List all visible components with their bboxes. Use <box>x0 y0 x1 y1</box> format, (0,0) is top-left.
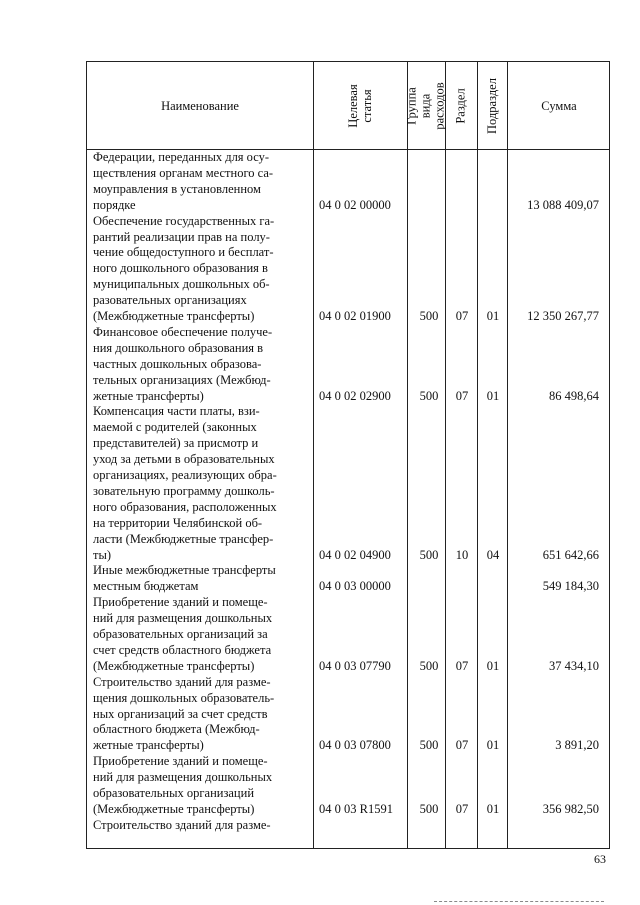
row-name-line: (Межбюджетные трансферты) <box>93 309 255 324</box>
row-expense-group: 500 <box>419 738 439 753</box>
row-name <box>93 595 311 675</box>
row-target-article: 04 0 03 00000 <box>319 579 391 594</box>
row-name-line: образовательных организаций <box>93 786 255 800</box>
row-name-line: порядке <box>93 197 136 212</box>
row-name-line: жетные трансферты) <box>93 738 204 753</box>
header-expense-group: Группа вида расходов <box>405 81 448 130</box>
row-amount: 356 982,50 <box>542 801 599 816</box>
row-name-line: моуправления в установленном <box>93 181 261 196</box>
row-name-line: Приобретение зданий и помеще- <box>93 595 268 610</box>
row-target-article: 04 0 03 R1591 <box>319 801 393 816</box>
row-name <box>93 675 311 755</box>
row-name-line: Приобретение зданий и помеще- <box>93 754 268 769</box>
row-name-line: местным бюджетам <box>93 579 199 594</box>
row-name-line: ного дошкольного образования в <box>93 261 268 276</box>
row-name-line: (Межбюджетные трансферты) <box>93 658 255 673</box>
row-name-line: Строительство зданий для разме- <box>93 674 271 689</box>
row-expense-group: 500 <box>419 658 439 673</box>
row-section: 07 <box>455 738 469 753</box>
row-name-line: областного бюджета (Межбюд- <box>93 722 260 737</box>
row-name-line: Обеспечение государственных га- <box>93 213 275 228</box>
row-name-line: ществления органам местного са- <box>93 165 274 180</box>
row-name-line: тельных организациях (Межбюд- <box>93 372 271 387</box>
row-target-article: 04 0 03 07790 <box>319 658 391 673</box>
header-name: Наименование <box>161 98 239 113</box>
header-subsection: Подраздел <box>485 77 499 134</box>
header-section: Раздел <box>454 87 469 124</box>
row-name-line: ний для размещения дошкольных <box>93 770 273 785</box>
row-section: 07 <box>455 388 469 403</box>
row-name-line: ного образования, расположенных <box>93 499 277 514</box>
row-name-line: Федерации, переданных для осу- <box>93 150 270 164</box>
row-amount: 86 498,64 <box>549 388 599 403</box>
row-amount: 13 088 409,07 <box>527 197 599 212</box>
row-section: 07 <box>455 658 469 673</box>
row-subsection: 01 <box>486 309 500 323</box>
scan-artifact-line <box>434 901 604 902</box>
row-name <box>93 150 311 214</box>
row-section: 07 <box>455 801 469 816</box>
row-subsection: 01 <box>486 388 500 403</box>
row-name-line: ния дошкольного образования в <box>93 340 264 355</box>
row-expense-group: 500 <box>419 309 439 323</box>
row-name-line: уход за детьми в образовательных <box>93 452 275 467</box>
row-name-line: образовательных организаций за <box>93 627 268 641</box>
row-expense-group: 500 <box>419 801 439 816</box>
row-section: 10 <box>455 547 469 562</box>
row-name-line: жетные трансферты) <box>93 388 204 403</box>
row-amount: 37 434,10 <box>549 658 599 673</box>
row-name-line: разовательных организациях <box>93 293 247 308</box>
row-name <box>93 754 311 818</box>
row-name-line: счет средств областного бюджета <box>93 642 272 657</box>
row-name-line: Иные межбюджетные трансферты <box>93 563 276 578</box>
row-target-article: 04 0 02 01900 <box>319 309 391 323</box>
row-name-line: маемой с родителей (законных <box>93 420 257 435</box>
row-target-article: 04 0 02 02900 <box>319 388 391 403</box>
row-name-line: зовательную программу дошколь- <box>93 483 275 498</box>
row-name-line: ных организаций за счет средств <box>93 706 268 721</box>
column-divider <box>477 62 478 848</box>
row-name <box>93 404 311 563</box>
row-target-article: 04 0 02 04900 <box>319 547 391 562</box>
row-name <box>93 818 311 834</box>
row-subsection: 01 <box>486 658 500 673</box>
row-name-line: чение общедоступного и бесплат- <box>93 245 274 260</box>
row-amount: 549 184,30 <box>542 579 599 594</box>
column-divider <box>445 62 446 848</box>
column-divider <box>313 62 314 848</box>
row-section: 07 <box>455 309 469 323</box>
page-number: 63 <box>594 852 606 866</box>
row-name-line: (Межбюджетные трансферты) <box>93 801 255 816</box>
column-divider <box>407 62 408 848</box>
row-name-line: ласти (Межбюджетные трансфер- <box>93 531 274 546</box>
row-name-line: организациях, реализующих обра- <box>93 468 277 483</box>
row-expense-group: 500 <box>419 547 439 562</box>
row-name-line: Финансовое обеспечение получе- <box>93 324 273 339</box>
row-amount: 12 350 267,77 <box>527 309 599 323</box>
row-name-line: Компенсация части платы, взи- <box>93 404 260 419</box>
budget-table <box>86 61 610 849</box>
row-amount: 3 891,20 <box>555 738 599 753</box>
row-subsection: 01 <box>486 801 500 816</box>
row-subsection: 01 <box>486 738 500 753</box>
row-name-line: муниципальных дошкольных об- <box>93 277 270 292</box>
row-subsection: 04 <box>486 547 500 562</box>
row-expense-group: 500 <box>419 388 439 403</box>
row-name <box>93 563 311 595</box>
row-name-line: щения дошкольных образователь- <box>93 690 275 705</box>
row-name-line: Строительство зданий для разме- <box>93 817 271 832</box>
row-name-line: ты) <box>93 547 112 562</box>
row-name-line: ний для размещения дошкольных <box>93 611 273 626</box>
row-name-line: рантий реализации прав на полу- <box>93 229 270 244</box>
row-amount: 651 642,66 <box>542 547 599 562</box>
header-amount: Сумма <box>541 98 577 113</box>
row-target-article: 04 0 03 07800 <box>319 738 391 753</box>
row-name-line: частных дошкольных образова- <box>93 356 262 371</box>
row-target-article: 04 0 02 00000 <box>319 197 391 212</box>
header-target-article: Целевая статья <box>346 83 374 128</box>
row-name-line: представителей) за присмотр и <box>93 436 259 451</box>
row-name <box>93 214 311 325</box>
row-name <box>93 325 311 405</box>
row-name-line: на территории Челябинской об- <box>93 515 263 530</box>
column-divider <box>507 62 508 848</box>
